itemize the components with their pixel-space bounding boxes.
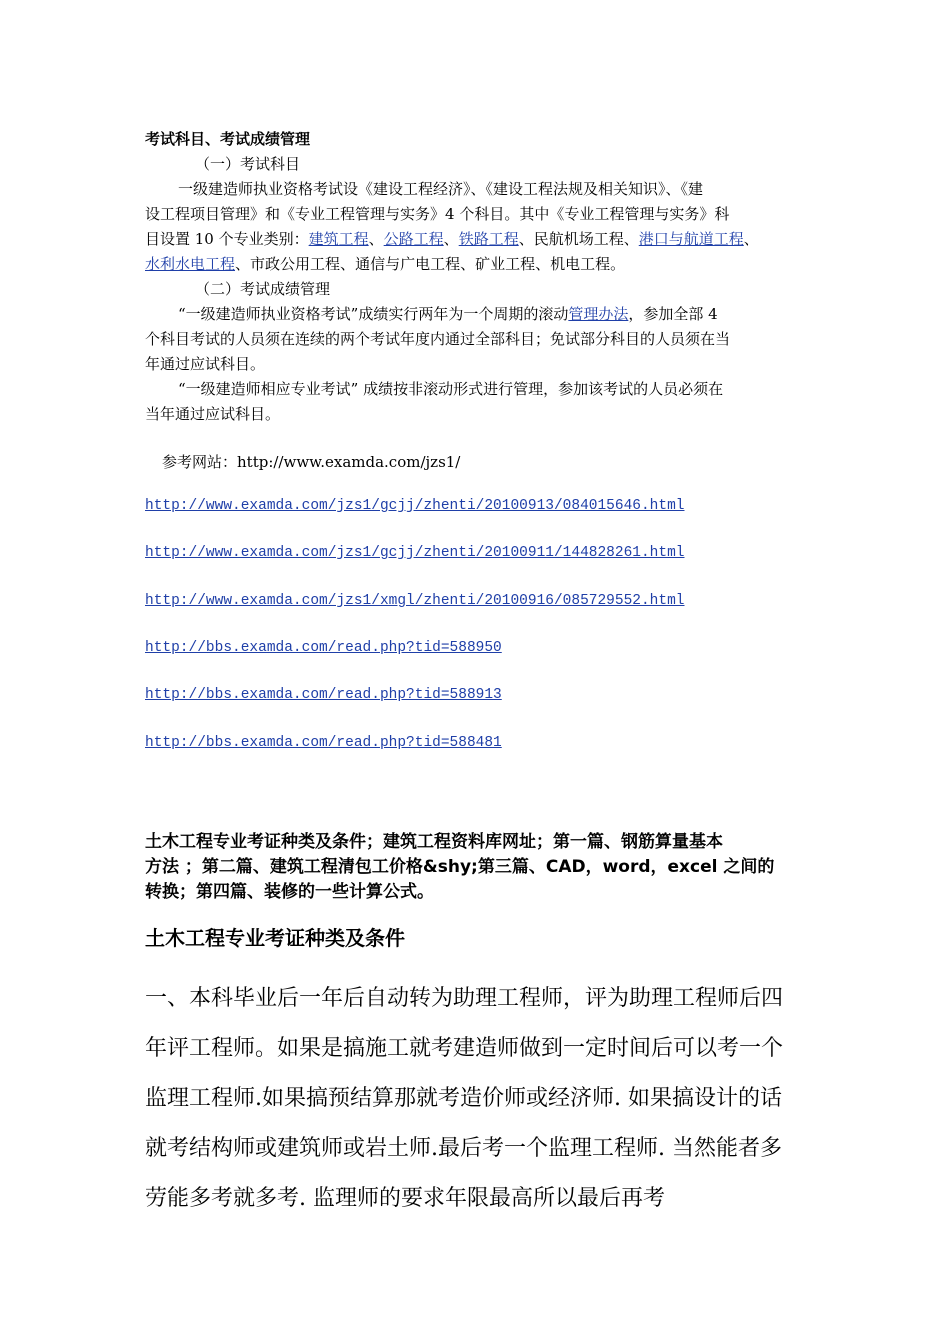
paragraph-line: 一级建造师执业资格考试设《建设工程经济》、《建设工程法规及相关知识》、《建 [178, 180, 704, 198]
separator: 、 [743, 230, 759, 248]
article-title: 土木工程专业考证种类及条件 [145, 926, 405, 950]
link-jianzhu[interactable]: 建筑工程 [308, 230, 369, 248]
paragraph-line [178, 303, 718, 324]
subheading-score-management: （二）考试成绩管理 [195, 280, 331, 298]
body-line: 劳能多考就多考. 监理师的要求年限最高所以最后再考 [145, 1186, 665, 1211]
separator: 、 [443, 230, 459, 248]
body-line: 监理工程师.如果搞预结算那就考造价师或经济师. 如果搞设计的话 [145, 1086, 782, 1111]
link-management-method[interactable]: 管理办法 [568, 305, 629, 323]
body-line: 年评工程师。如果是搞施工就考建造师做到一定时间后可以考一个 [145, 1036, 784, 1061]
paragraph-line: 设工程项目管理》和《专业工程管理与实务》4 个科目。其中《专业工程管理与实务》科 [145, 205, 730, 223]
section-title: 考试科目、考试成绩管理 [145, 130, 311, 148]
separator: 、 [460, 255, 476, 273]
specialty-line [145, 253, 625, 274]
reference-label: 参考网站：http://www.examda.com/jzs1/ [162, 453, 461, 471]
reference-link[interactable]: http://www.examda.com/jzs1/gcjj/zhenti/20100911/144828261.html [145, 545, 685, 561]
specialty-line [145, 228, 759, 249]
specialty-tongxin: 通信与广电工程 [355, 255, 461, 273]
specialty-kuangye: 矿业工程 [475, 255, 536, 273]
period: 。 [610, 255, 626, 273]
separator: 、 [340, 255, 356, 273]
separator: 、 [368, 230, 384, 248]
specialty-jidian: 机电工程 [550, 255, 611, 273]
body-line: 一、本科毕业后一年后自动转为助理工程师，评为助理工程师后四 [145, 986, 784, 1011]
paragraph-text: “一级建造师执业资格考试”成绩实行两年为一个周期的滚动 [178, 305, 569, 323]
paragraph-line: 当年通过应试科目。 [145, 405, 281, 423]
paragraph-text: 目设置 10 个专业类别： [145, 230, 309, 248]
link-gangkou[interactable]: 港口与航道工程 [638, 230, 744, 248]
section-heading: 土木工程专业考证种类及条件；建筑工程资料库网址；第一篇、钢筋算量基本 [145, 832, 723, 852]
reference-link[interactable]: http://bbs.examda.com/read.php?tid=588950 [145, 640, 502, 656]
separator: 、 [535, 255, 551, 273]
section-heading: 转换；第四篇、装修的一些计算公式。 [145, 882, 434, 902]
paragraph-line: “一级建造师相应专业考试” 成绩按非滚动形式进行管理，参加该考试的人员必须在 [178, 380, 724, 398]
reference-link[interactable]: http://www.examda.com/jzs1/xmgl/zhenti/20100916/085729552.html [145, 593, 685, 609]
subheading-exam-subjects: （一）考试科目 [195, 155, 301, 173]
link-tielu[interactable]: 铁路工程 [458, 230, 519, 248]
body-line: 就考结构师或建筑师或岩土师.最后考一个监理工程师. 当然能者多 [145, 1136, 782, 1161]
specialty-minhang: 民航机场工程 [533, 230, 624, 248]
paragraph-line: 年通过应试科目。 [145, 355, 266, 373]
link-shuili[interactable]: 水利水电工程 [145, 255, 236, 273]
separator: 、 [518, 230, 534, 248]
link-gonglu[interactable]: 公路工程 [383, 230, 444, 248]
separator: 、 [235, 255, 251, 273]
reference-link[interactable]: http://www.examda.com/jzs1/gcjj/zhenti/20100913/084015646.html [145, 498, 685, 514]
separator: 、 [623, 230, 639, 248]
paragraph-text: ，参加全部 4 [628, 305, 718, 323]
specialty-shizheng: 市政公用工程 [250, 255, 341, 273]
reference-link[interactable]: http://bbs.examda.com/read.php?tid=588913 [145, 687, 502, 703]
reference-link[interactable]: http://bbs.examda.com/read.php?tid=588481 [145, 735, 502, 751]
paragraph-line: 个科目考试的人员须在连续的两个考试年度内通过全部科目；免试部分科目的人员须在当 [145, 330, 731, 348]
section-heading: 方法 ；第二篇、建筑工程清包工价格&shy;第三篇、CAD，word，excel 之间的 [145, 857, 775, 877]
